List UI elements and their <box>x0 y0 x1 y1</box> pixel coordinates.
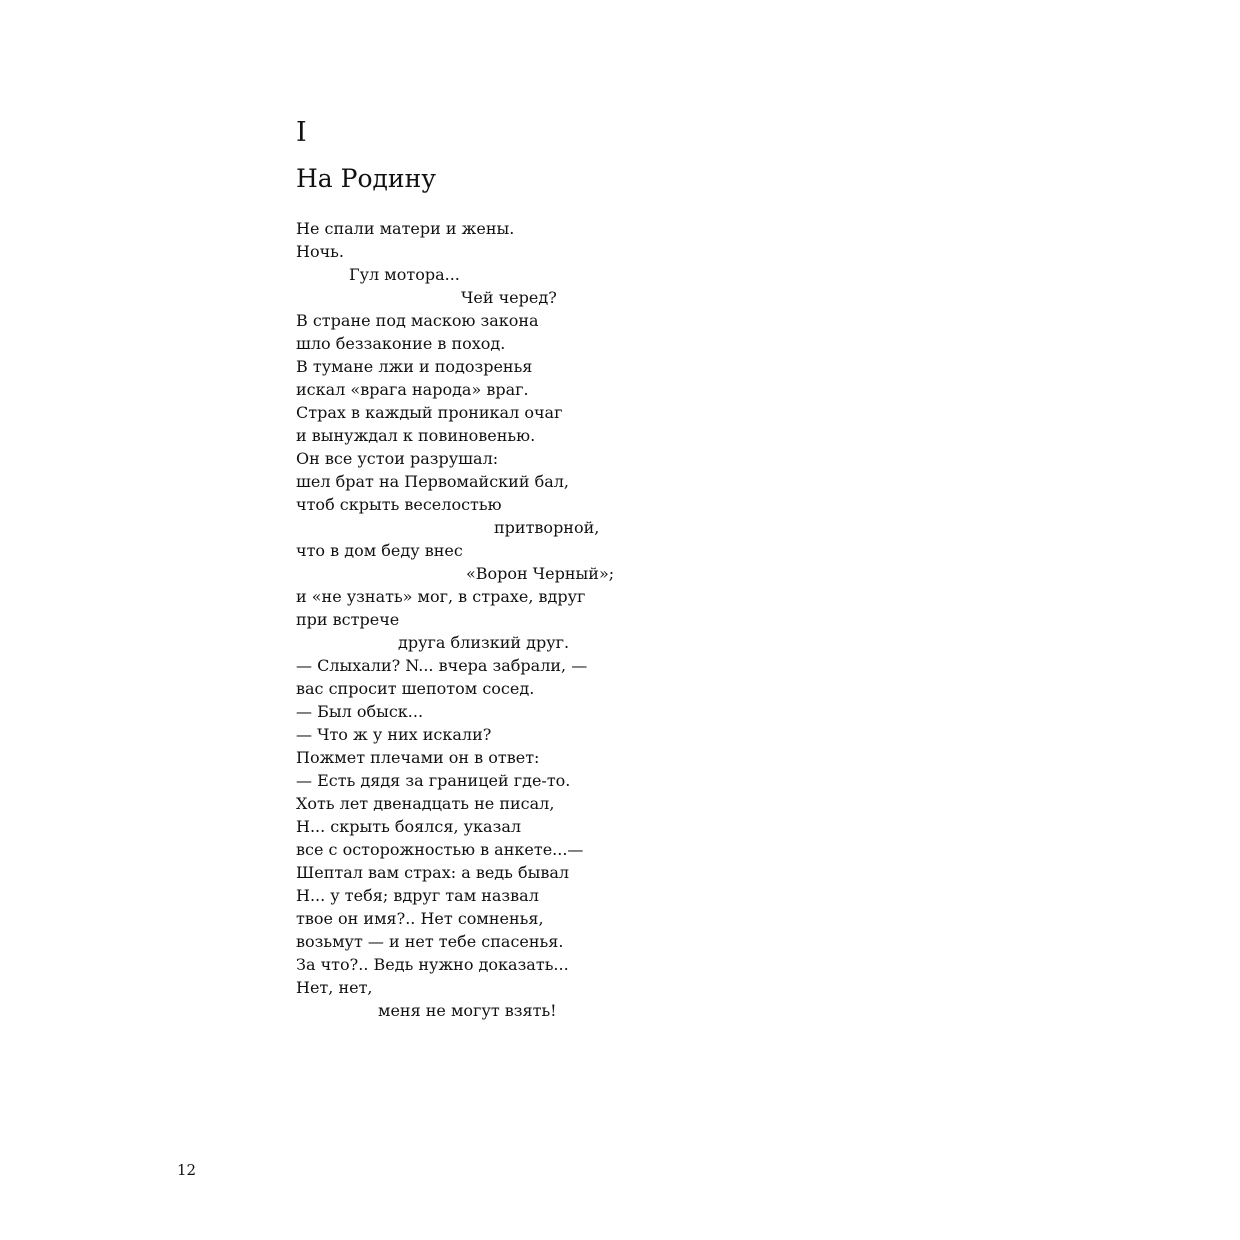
poem-body <box>296 217 656 1022</box>
poem-line: меня не могут взять! <box>378 1001 557 1020</box>
poem-line: Чей черед? <box>461 288 557 307</box>
poem-line: — Есть дядя за границей где-то. <box>296 771 571 790</box>
poem-title: На Родину <box>296 164 436 193</box>
poem-line: шел брат на Первомайский бал, <box>296 472 569 491</box>
poem-line: все с осторожностью в анкете...— <box>296 840 584 859</box>
poem-line: искал «врага народа» враг. <box>296 380 529 399</box>
poem-line: Нет, нет, <box>296 978 373 997</box>
poem-line: при встрече <box>296 610 400 629</box>
poem-line: — Что ж у них искали? <box>296 725 492 744</box>
page-number: 12 <box>177 1161 197 1179</box>
section-number: I <box>296 117 307 148</box>
poem-line: В тумане лжи и подозренья <box>296 357 533 376</box>
poem-line: друга близкий друг. <box>398 633 570 652</box>
poem-line: и «не узнать» мог, в страхе, вдруг <box>296 587 586 606</box>
poem-line: Хоть лет двенадцать не писал, <box>296 794 555 813</box>
poem-line: За что?.. Ведь нужно доказать... <box>296 955 569 974</box>
poem-line: притворной, <box>494 518 600 537</box>
poem-line: Страх в каждый проникал очаг <box>296 403 563 422</box>
poem-line: шло беззаконие в поход. <box>296 334 506 353</box>
poem-line: Н... у тебя; вдруг там назвал <box>296 886 539 905</box>
poem-line: Н... скрыть боялся, указал <box>296 817 522 836</box>
poem-line: что в дом беду внес <box>296 541 463 560</box>
poem-line: Он все устои разрушал: <box>296 449 499 468</box>
poem-line: вас спросит шепотом сосед. <box>296 679 535 698</box>
poem-line: Шептал вам страх: а ведь бывал <box>296 863 570 882</box>
poem-line: возьмут — и нет тебе спасенья. <box>296 932 564 951</box>
poem-line: твое он имя?.. Нет сомненья, <box>296 909 544 928</box>
poem-line: В стране под маскою закона <box>296 311 539 330</box>
poem-line: Ночь. <box>296 242 344 261</box>
poem-line: и вынуждал к повиновенью. <box>296 426 536 445</box>
poem-line: Гул мотора... <box>349 265 460 284</box>
poem-line: — Слыхали? N... вчера забрали, — <box>296 656 588 675</box>
poem-line: Не спали матери и жены. <box>296 219 515 238</box>
poem-line: Пожмет плечами он в ответ: <box>296 748 540 767</box>
poem-line: чтоб скрыть веселостью <box>296 495 502 514</box>
poem-line: «Ворон Черный»; <box>466 564 615 583</box>
poem-line: — Был обыск... <box>296 702 424 721</box>
